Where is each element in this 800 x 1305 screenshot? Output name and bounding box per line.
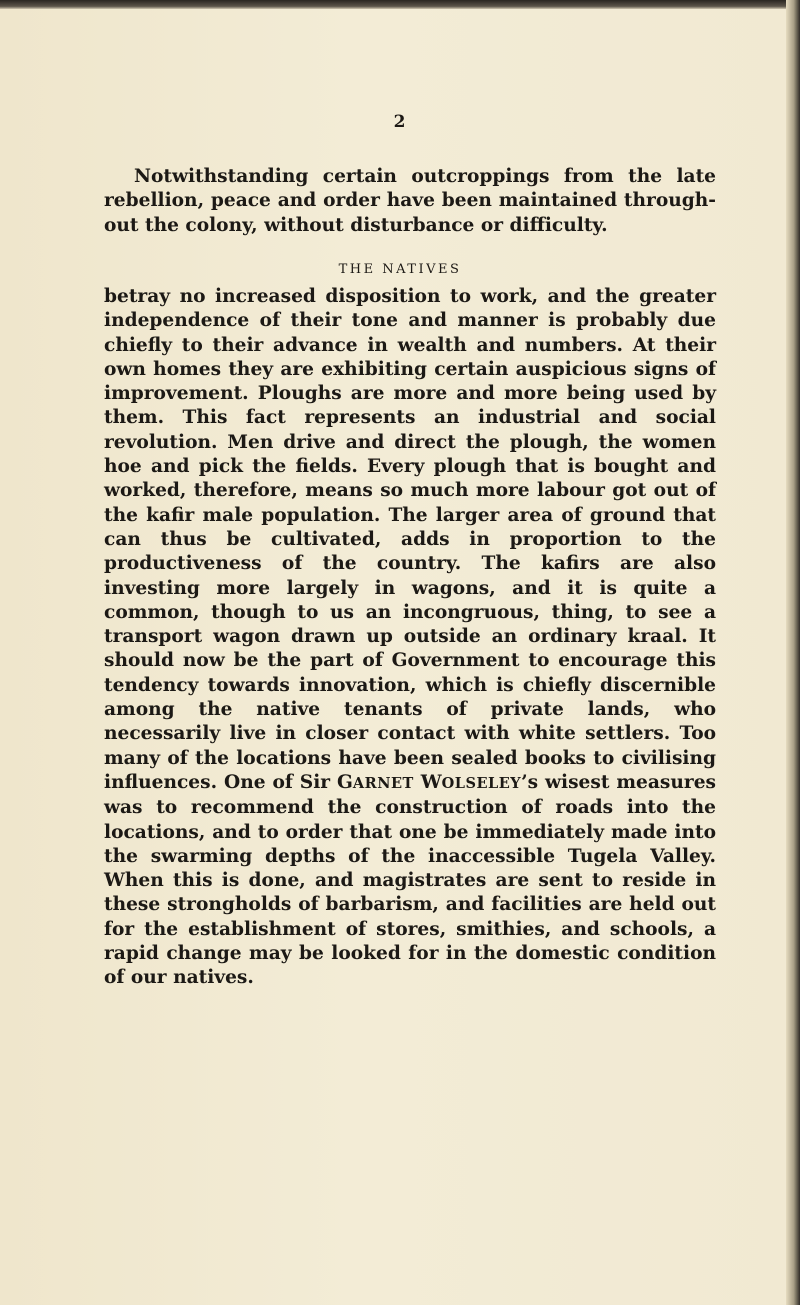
natives-paragraph bbox=[104, 285, 716, 991]
page-top-shadow bbox=[0, 0, 800, 9]
paragraph-text-part-2: wisest measures was to recommend the construction of roads into the locations, and to order that one be immediately made into the swarming depths of the inaccessible Tugela Valley. When this is done, and magistrates are sent to reside in these strongholds of barbarism, and facilities are held out for the establishment of stores, smithies, and schools, a rapid change may be looked for in the domestic condition of our natives. bbox=[104, 771, 716, 989]
page-number: 2 bbox=[393, 112, 407, 132]
opening-paragraph: Notwithstanding certain outcroppings from the late rebellion, peace and order have been maintained throughout the colony, without disturbance or difficulty. bbox=[104, 166, 716, 236]
book-binding-edge bbox=[786, 0, 800, 1305]
paragraph-text-part-1: betray no increased disposition to work, and the greater independence of their tone and manner is probably due chiefly to their advance in wealth and numbers. At their own homes they are exhibiting certain auspicious signs of improvement. Ploughs are more and more being used by them. This fact represents an industrial and social revolution. Men drive and direct the plough, the women hoe and pick the fields. Every plough that is bought and worked, therefore, means so much more labour got out of the kafir male population. The larger area of ground that can thus be cultivated, adds in proportion to the productiveness of the country. The kafirs are also investing more largely in wagons, and it is quite a common, though to us an incongruous, thing, to see a transport wagon drawn up outside an ordinary kraal. It should now be the part of Government to encourage this tendency towards innovation, which is chiefly discernible among the native tenants of private lands, who necessarily live in closer contact with white settlers. Too many of the locations have been sealed books to civilising influences. One of Sir bbox=[104, 286, 716, 793]
section-heading: THE NATIVES bbox=[338, 262, 462, 277]
person-name: GARNET WOLSELEY’s bbox=[337, 771, 539, 793]
